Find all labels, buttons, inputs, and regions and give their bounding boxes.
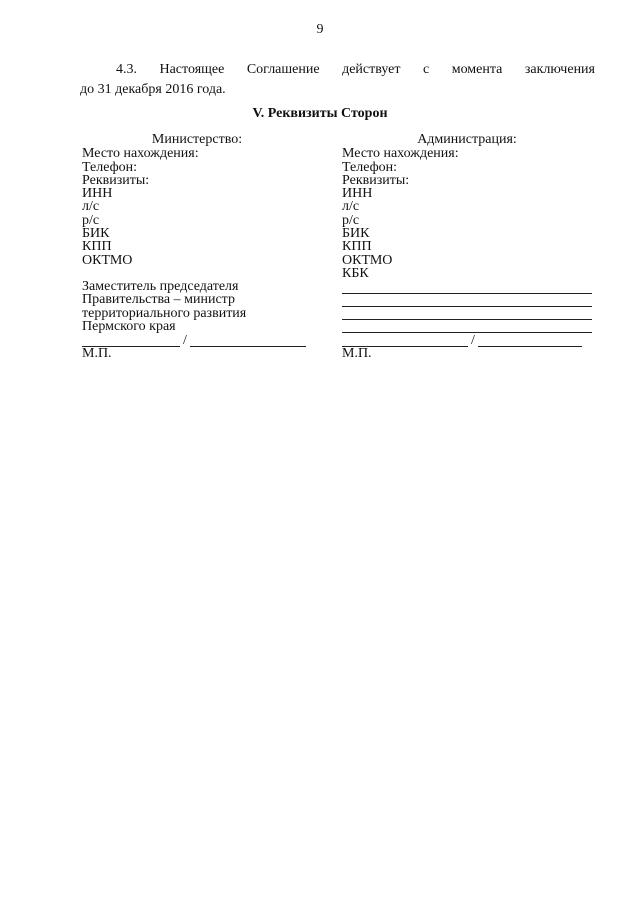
- page-number: 9: [316, 22, 324, 37]
- requisite-row: Реквизиты:: [82, 172, 150, 188]
- requisite-row: ИНН: [82, 186, 113, 202]
- requisite-row: р/с: [342, 212, 360, 228]
- clause-line-2: до 31 декабря 2016 года.: [80, 82, 226, 97]
- name-blank: [478, 346, 582, 347]
- stamp-place: М.П.: [82, 346, 112, 362]
- requisite-row: л/с: [342, 199, 360, 215]
- stamp-place: М.П.: [342, 346, 372, 362]
- section-title: V. Реквизиты Сторон: [252, 106, 388, 121]
- clause-line-1: 4.3. Настоящее Соглашение действует с момента заключения: [116, 62, 595, 77]
- requisite-row: ИНН: [342, 186, 373, 202]
- requisite-row: КПП: [342, 239, 372, 255]
- requisite-row: Реквизиты:: [342, 172, 410, 188]
- requisite-row: Место нахождения:: [342, 146, 459, 162]
- administration-requisites: [342, 133, 592, 360]
- signatory-line: Пермского края: [82, 318, 176, 334]
- ministry-signature-line: [82, 333, 312, 347]
- signature-slash: /: [183, 333, 187, 349]
- requisite-row: л/с: [82, 199, 100, 215]
- requisite-row: ОКТМО: [82, 252, 133, 268]
- signature-slash: /: [471, 333, 475, 349]
- requisite-row: Телефон:: [342, 159, 398, 175]
- requisite-row: БИК: [82, 226, 110, 242]
- signatory-blank-line: [342, 307, 592, 320]
- requisite-row: р/с: [82, 212, 100, 228]
- ministry-heading: Министерство:: [151, 132, 243, 147]
- requisite-row: КПП: [82, 239, 112, 255]
- requisite-row: ОКТМО: [342, 252, 393, 268]
- requisite-row: Телефон:: [82, 159, 138, 175]
- name-blank: [190, 346, 306, 347]
- signatory-blank-line: [342, 294, 592, 307]
- ministry-requisites: [82, 133, 312, 360]
- signatory-line: Правительства – министр: [82, 292, 235, 308]
- signatory-blank-line: [342, 320, 592, 333]
- administration-signature-line: [342, 333, 592, 347]
- requisite-row: КБК: [342, 265, 369, 281]
- signatory-line: Заместитель председателя: [82, 278, 239, 294]
- administration-heading: Администрация:: [417, 132, 517, 147]
- signatory-line: территориального развития: [82, 305, 247, 321]
- requisite-row: БИК: [342, 226, 370, 242]
- requisite-row: Место нахождения:: [82, 146, 199, 162]
- clause-4-3: [80, 60, 595, 100]
- signatory-blank-line: [342, 280, 592, 293]
